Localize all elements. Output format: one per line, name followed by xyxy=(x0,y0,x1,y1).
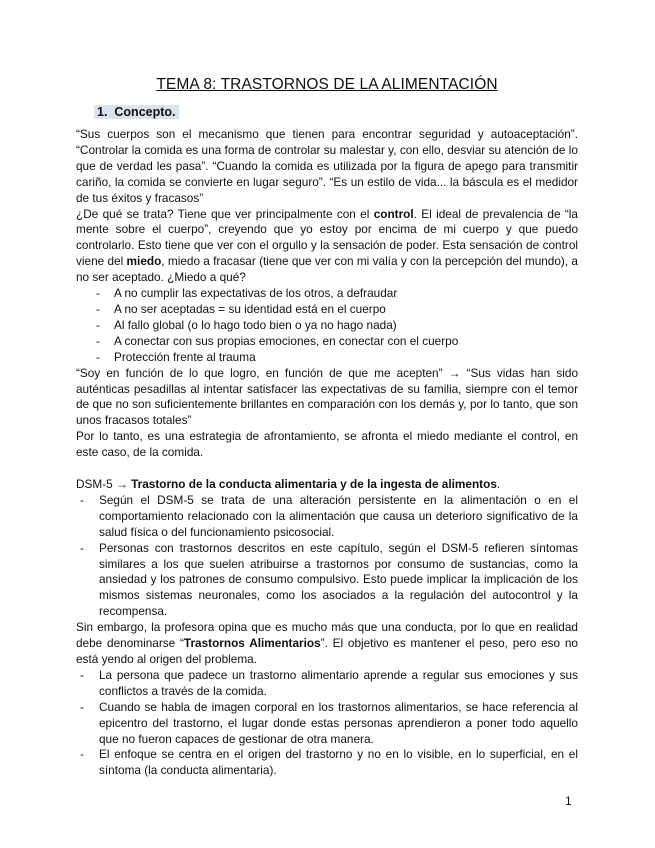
list-item: - A no ser aceptadas = su identidad está en el cuerpo xyxy=(76,302,578,318)
document-body xyxy=(76,127,578,779)
emphasis-control: control xyxy=(373,206,414,221)
list-item: - La persona que padece un trastorno alimentario aprende a regular sus emociones y sus conflictos a través de la comida. xyxy=(76,668,578,700)
quotes-paragraph: “Sus cuerpos son el mecanismo que tienen para encontrar seguridad y autoaceptación”. “Controlar la comida es una forma de controlar su malestar y, con ello, desviar su atención de lo que de verdad les pasa”. “Cuando la comida es utilizada por la figura de apego para transmitir cariño, la comida se convierte en lugar seguro”. “Es un estilo de vida... la báscula es el medidor de tus éxitos y fracasos” xyxy=(76,127,578,205)
list-item: - El enfoque se centra en el origen del trastorno y no en lo visible, en lo superficial, en el síntoma (la conducta alimentaria). xyxy=(76,747,578,779)
section-heading xyxy=(94,105,179,119)
fears-list xyxy=(76,286,578,366)
dsm-heading: DSM-5 → Trastorno de la conducta alimentaria y de la ingesta de alimentos. xyxy=(76,477,501,492)
dsm-title: Trastorno de la conducta alimentaria y de la ingesta de alimentos xyxy=(131,477,497,492)
list-item: - A conectar con sus propias emociones, en conectar con el cuerpo xyxy=(76,334,578,350)
page-number: 1 xyxy=(565,794,572,808)
dsm-list xyxy=(76,493,578,620)
quote-paragraph-2: “Soy en función de lo que logro, en función de que me acepten” → “Sus vidas han sido auténticas pesadillas al intentar satisfacer las expectativas de su familia, siempre con el temor de que no son suficientemente brillantes en comparación con los demás y, por lo tanto, que son unos fracasos totales” xyxy=(76,365,578,428)
list-item: - Personas con trastornos descritos en este capítulo, según el DSM-5 refieren síntomas similares a los que suelen atribuirse a trastornos por consumo de sustancias, como la ansiedad y los patrones de consumo compulsivo. Esto puede implicar la implicación de los mismos sistemas neuronales, como los asociados a la regulación del autocontrol y la recompensa. xyxy=(76,541,578,621)
emphasis-trastornos: Trastornos Alimentarios xyxy=(183,636,321,651)
list-item: - Protección frente al trauma xyxy=(76,350,578,366)
final-list xyxy=(76,668,578,779)
emphasis-miedo: miedo xyxy=(126,254,162,269)
section-number: 1. xyxy=(97,105,108,119)
list-item: - Según el DSM-5 se trata de una alteración persistente en la alimentación o en el comportamiento relacionado con la alimentación que causa un deterioro significativo de la salud física o del funcionamiento psicosocial. xyxy=(76,493,578,541)
list-item: - A no cumplir las expectativas de los otros, a defraudar xyxy=(76,286,578,302)
conclusion-paragraph: Por lo tanto, es una estrategia de afrontamiento, se afronta el miedo mediante el control, en este caso, de la comida. xyxy=(76,429,578,460)
section-title: Concepto. xyxy=(114,105,176,119)
page-title: TEMA 8: TRASTORNOS DE LA ALIMENTACIÓN xyxy=(156,76,498,93)
list-item: - Cuando se habla de imagen corporal en los trastornos alimentarios, se hace referencia al epicentro del trastorno, el lugar donde estas personas aprendieron a poner todo aquello que no fueron capaces de gestionar de otra manera. xyxy=(76,700,578,748)
opinion-paragraph: Sin embargo, la profesora opina que es mucho más que una conducta, por lo que en realidad debe denominarse “Trastornos Alimentarios”. El objetivo es mantener el peso, pero eso no está yendo al origen del problema. xyxy=(76,620,578,666)
control-paragraph: ¿De qué se trata? Tiene que ver principalmente con el control. El ideal de prevalencia de “la mente sobre el cuerpo”, creyendo que yo estoy por encima de mi cuerpo y que puedo controlarlo. Esto tiene que ver con el orgullo y la sensación de poder. Esta sensación de control viene del miedo, miedo a fracasar (tiene que ver con mi valía y con la percepción del mundo), a no ser aceptado. ¿Miedo a qué? xyxy=(76,206,578,285)
list-item: - Al fallo global (o lo hago todo bien o ya no hago nada) xyxy=(76,318,578,334)
